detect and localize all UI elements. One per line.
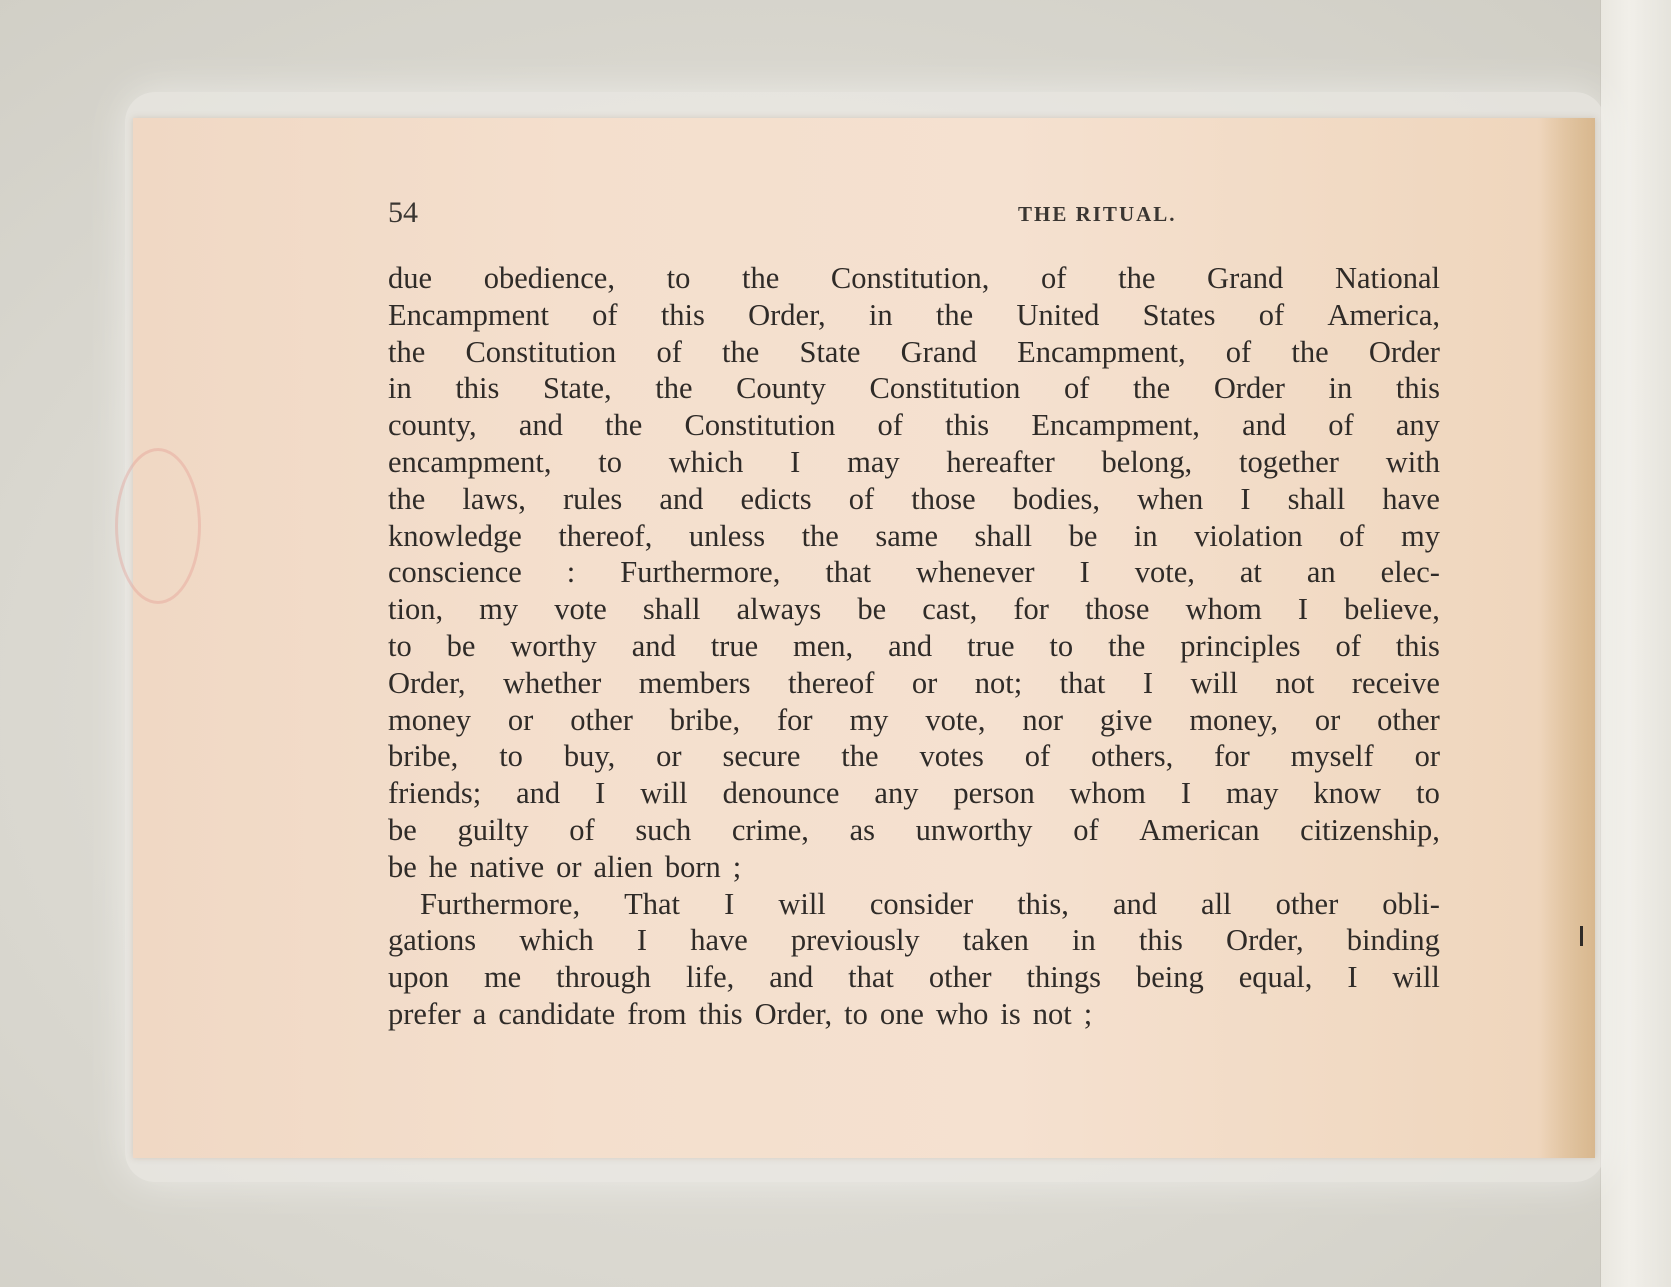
text-line xyxy=(388,628,1440,665)
page-header xyxy=(388,196,1448,236)
text-line xyxy=(388,591,1440,628)
word: that xyxy=(1059,665,1106,700)
word: this xyxy=(698,996,743,1031)
word: laws, xyxy=(462,481,526,516)
word: be xyxy=(388,812,417,847)
printed-page-clipping xyxy=(133,118,1595,1158)
word: Constitution xyxy=(684,408,836,443)
text-line xyxy=(388,334,1440,371)
word: of xyxy=(1225,334,1252,369)
word: and xyxy=(631,628,676,663)
word: whether xyxy=(503,665,602,700)
word: of xyxy=(1328,408,1354,443)
word: money, xyxy=(1189,702,1278,737)
text-line xyxy=(388,922,1440,959)
word: Order xyxy=(1213,371,1285,406)
word: have xyxy=(1382,481,1440,516)
word: the xyxy=(1291,334,1329,369)
word: to xyxy=(844,996,868,1031)
word: not xyxy=(1032,996,1072,1031)
word: previously xyxy=(790,923,920,958)
word: Order, xyxy=(748,297,826,332)
word: and xyxy=(769,960,814,995)
text-line xyxy=(388,297,1440,334)
word: of xyxy=(1339,518,1365,553)
word: as xyxy=(849,812,875,847)
word: of xyxy=(1024,739,1051,774)
text-line xyxy=(388,886,1440,923)
word: I xyxy=(1240,481,1251,516)
word: Encampment xyxy=(388,297,549,332)
word: the xyxy=(841,739,879,774)
word: others, xyxy=(1091,739,1174,774)
word: things xyxy=(1026,960,1102,995)
word: not xyxy=(1275,665,1315,700)
word: of xyxy=(592,297,618,332)
word: he xyxy=(428,849,458,884)
word: money xyxy=(388,702,472,737)
word: my xyxy=(849,702,889,737)
word: upon xyxy=(388,960,449,995)
word: through xyxy=(556,960,652,995)
word: in xyxy=(1071,923,1096,958)
word: the xyxy=(935,297,974,332)
word: the xyxy=(1108,628,1146,663)
word: vote xyxy=(554,592,607,627)
word: the xyxy=(722,334,760,369)
word: encampment, xyxy=(388,444,552,479)
word: Furthermore, xyxy=(620,555,781,590)
word: county, xyxy=(388,408,477,443)
word: and xyxy=(516,776,561,811)
word: in xyxy=(868,297,893,332)
word: prefer xyxy=(388,996,461,1031)
text-line xyxy=(388,738,1440,775)
word: to xyxy=(1049,628,1074,663)
word: together xyxy=(1238,444,1339,479)
word: National xyxy=(1334,261,1440,295)
word: I xyxy=(1079,555,1090,590)
body-text xyxy=(388,260,1440,1033)
margin-mark xyxy=(1580,926,1583,946)
word: have xyxy=(690,923,748,958)
text-line xyxy=(388,444,1440,481)
word: the xyxy=(388,481,426,516)
word: rules xyxy=(563,481,623,516)
word: the xyxy=(742,261,780,295)
word: taken xyxy=(962,923,1029,958)
word: edicts xyxy=(740,481,812,516)
word: I xyxy=(636,923,648,958)
page-edge-discoloration xyxy=(1540,118,1595,1158)
word: Order xyxy=(1368,334,1440,369)
word: of xyxy=(656,334,682,369)
word: or xyxy=(1314,702,1341,737)
word: I xyxy=(1180,776,1192,811)
word: myself xyxy=(1290,739,1374,774)
word: State, xyxy=(543,371,612,406)
word: to xyxy=(598,444,622,479)
word: be xyxy=(446,628,476,663)
word: in xyxy=(1133,518,1158,553)
word: I xyxy=(1347,960,1358,995)
text-line xyxy=(388,370,1440,407)
word: which xyxy=(519,923,594,958)
word: and xyxy=(1112,886,1157,921)
word: for xyxy=(776,702,813,737)
word: such xyxy=(635,812,692,847)
word: or xyxy=(507,702,534,737)
word: and xyxy=(659,481,704,516)
word: principles xyxy=(1180,628,1301,663)
word: of xyxy=(1041,261,1067,295)
word: any xyxy=(1395,408,1440,443)
text-line xyxy=(388,959,1440,996)
word: I xyxy=(790,444,801,479)
word: being xyxy=(1135,960,1204,995)
word: an xyxy=(1306,555,1336,590)
word: which xyxy=(668,444,744,479)
word: when xyxy=(1137,481,1204,516)
text-line xyxy=(388,518,1440,555)
word: the xyxy=(1132,371,1171,406)
word: this, xyxy=(1017,886,1069,921)
word: conscience xyxy=(388,555,522,590)
word: of xyxy=(1335,628,1361,663)
word: of xyxy=(1063,371,1090,406)
word: American xyxy=(1139,812,1260,847)
text-line xyxy=(388,812,1440,849)
word: denounce xyxy=(722,776,840,811)
word: that xyxy=(848,960,894,995)
word: worthy xyxy=(510,628,597,663)
word: me xyxy=(483,960,522,995)
word: Order, xyxy=(1226,923,1304,958)
word: will xyxy=(778,886,826,921)
text-line xyxy=(388,481,1440,518)
word: of xyxy=(1258,297,1285,332)
word: be xyxy=(857,592,887,627)
text-line xyxy=(388,849,1440,886)
word: I xyxy=(1297,592,1309,627)
word: may xyxy=(1225,776,1279,811)
word: believe, xyxy=(1344,592,1440,627)
word: will xyxy=(1190,665,1238,700)
word: consider xyxy=(869,886,974,921)
text-line xyxy=(388,996,1440,1033)
word: votes xyxy=(919,739,984,774)
word: alien xyxy=(593,849,653,884)
word: of xyxy=(848,481,875,516)
word: vote, xyxy=(925,702,986,737)
word: always xyxy=(736,592,822,627)
word: for xyxy=(1013,592,1049,627)
word: to xyxy=(388,628,412,663)
word: State xyxy=(799,334,861,369)
word: true xyxy=(710,628,759,663)
word: States xyxy=(1142,297,1216,332)
word: elec- xyxy=(1380,555,1440,590)
word: this xyxy=(945,408,990,443)
word: equal, xyxy=(1238,960,1313,995)
word: United xyxy=(1016,297,1100,332)
word: Order, xyxy=(388,665,466,700)
word: or xyxy=(911,665,938,700)
word: That xyxy=(624,886,681,921)
word: crime, xyxy=(731,812,809,847)
word: Encampment, xyxy=(1031,408,1200,443)
text-line xyxy=(388,775,1440,812)
word: bribe, xyxy=(388,739,459,774)
word: thereof xyxy=(787,665,875,700)
word: ; xyxy=(732,849,742,884)
word: Constitution, xyxy=(830,261,990,295)
word: from xyxy=(627,996,687,1031)
word: unless xyxy=(688,518,766,553)
word: receive xyxy=(1351,665,1440,700)
text-line xyxy=(388,665,1440,702)
word: and xyxy=(888,628,933,663)
word: life, xyxy=(685,960,735,995)
word: tion, xyxy=(388,592,444,627)
word: person xyxy=(953,776,1035,811)
word: obedience, xyxy=(483,261,615,295)
word: binding xyxy=(1346,923,1440,958)
word: bribe, xyxy=(669,702,741,737)
word: a xyxy=(472,996,487,1031)
word: whom xyxy=(1069,776,1146,811)
word: Order, xyxy=(754,996,833,1031)
word: whenever xyxy=(916,555,1035,590)
word: Encampment, xyxy=(1017,334,1186,369)
word: be xyxy=(388,849,417,884)
word: give xyxy=(1099,702,1153,737)
word: for xyxy=(1214,739,1250,774)
word: this xyxy=(660,297,705,332)
word: cast, xyxy=(922,592,978,627)
word: of xyxy=(569,812,595,847)
word: shall xyxy=(642,592,701,627)
word: native xyxy=(469,849,545,884)
word: at xyxy=(1239,555,1262,590)
word: other xyxy=(1275,886,1339,921)
word: Grand xyxy=(1207,261,1284,295)
word: not; xyxy=(974,665,1023,700)
word: this xyxy=(1395,371,1440,406)
word: same xyxy=(875,518,939,553)
word: obli- xyxy=(1382,886,1440,921)
word: guilty xyxy=(457,812,529,847)
word: my xyxy=(479,592,519,627)
text-line xyxy=(388,260,1440,297)
word: America, xyxy=(1327,297,1440,332)
word: this xyxy=(1395,628,1440,663)
adjacent-page-edge xyxy=(1600,0,1671,1287)
word: other xyxy=(928,960,992,995)
word: know xyxy=(1313,776,1382,811)
text-line xyxy=(388,407,1440,444)
word: all xyxy=(1201,886,1232,921)
word: will xyxy=(1392,960,1440,995)
word: Constitution xyxy=(869,371,1021,406)
word: other xyxy=(570,702,633,737)
word: bodies, xyxy=(1012,481,1101,516)
word: violation xyxy=(1194,518,1303,553)
word: other xyxy=(1377,702,1440,737)
word: : xyxy=(566,555,576,590)
word: due xyxy=(388,261,433,295)
word: or xyxy=(556,849,582,884)
word: ; xyxy=(1083,996,1093,1031)
word: I xyxy=(595,776,606,811)
library-stamp-mark xyxy=(115,448,201,604)
word: Grand xyxy=(900,334,977,369)
word: friends; xyxy=(388,776,482,811)
word: will xyxy=(640,776,688,811)
running-title: THE RITUAL. xyxy=(1018,202,1177,226)
word: of xyxy=(877,408,903,443)
word: thereof, xyxy=(558,518,653,553)
word: shall xyxy=(1287,481,1346,516)
word: who xyxy=(935,996,989,1031)
word: the xyxy=(801,518,839,553)
word: whom xyxy=(1185,592,1262,627)
word: County xyxy=(736,371,826,406)
word: is xyxy=(1000,996,1021,1031)
word: to xyxy=(499,739,523,774)
word: be xyxy=(1068,518,1098,553)
word: citizenship, xyxy=(1300,812,1440,847)
word: members xyxy=(638,665,751,700)
word: to xyxy=(1416,776,1440,811)
word: nor xyxy=(1022,702,1064,737)
word: my xyxy=(1401,518,1440,553)
word: this xyxy=(1138,923,1183,958)
word: in xyxy=(1328,371,1353,406)
word: those xyxy=(911,481,976,516)
word: knowledge xyxy=(388,518,522,553)
word: gations xyxy=(388,923,477,958)
word: and xyxy=(518,408,563,443)
word: born xyxy=(664,849,721,884)
text-line xyxy=(388,702,1440,739)
page-number: 54 xyxy=(388,196,418,229)
word: and xyxy=(1242,408,1287,443)
word: unworthy xyxy=(915,812,1033,847)
word: hereafter xyxy=(946,444,1055,479)
word: secure xyxy=(722,739,801,774)
word: to xyxy=(666,261,691,295)
word: this xyxy=(455,371,500,406)
word: men, xyxy=(793,628,854,663)
word: of xyxy=(1073,812,1099,847)
word: true xyxy=(967,628,1015,663)
word: Furthermore, xyxy=(420,886,581,921)
word: shall xyxy=(974,518,1033,553)
word: vote, xyxy=(1134,555,1195,590)
word: one xyxy=(879,996,924,1031)
word: with xyxy=(1385,444,1440,479)
word: that xyxy=(825,555,872,590)
word: Constitution xyxy=(465,334,617,369)
word: the xyxy=(605,408,643,443)
word: any xyxy=(874,776,919,811)
word: those xyxy=(1085,592,1150,627)
word: the xyxy=(388,334,426,369)
text-line xyxy=(388,554,1440,591)
word: or xyxy=(1414,739,1440,774)
word: in xyxy=(388,371,412,406)
word: may xyxy=(847,444,900,479)
word: the xyxy=(1118,261,1156,295)
word: I xyxy=(724,886,735,921)
word: I xyxy=(1142,665,1154,700)
word: or xyxy=(656,739,682,774)
word: belong, xyxy=(1101,444,1193,479)
word: buy, xyxy=(563,739,616,774)
word: candidate xyxy=(498,996,616,1031)
word: the xyxy=(655,371,693,406)
